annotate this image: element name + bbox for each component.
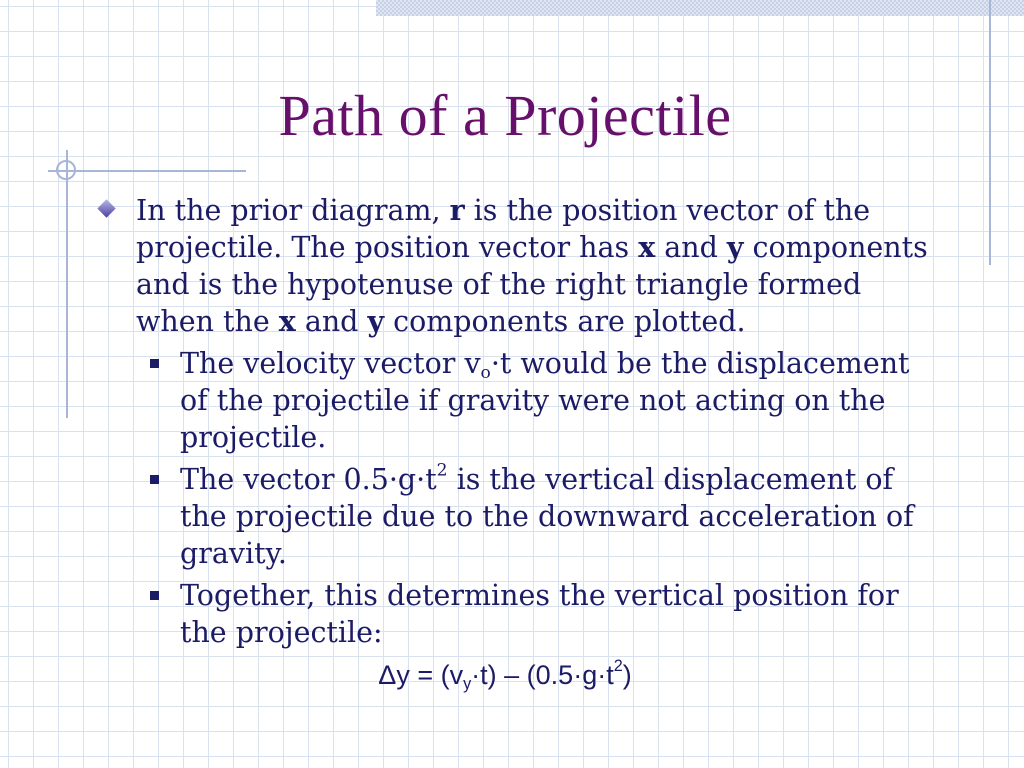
- eq-subscript: y: [463, 674, 472, 693]
- subscript: o: [480, 363, 491, 384]
- corner-circle-mark: [54, 158, 78, 182]
- text: The vector 0.5·g·t: [180, 463, 437, 496]
- square-bullet-icon: [150, 359, 159, 368]
- text: ·t would be the displacement of the projectile if gravity were not acting on the projectile.: [180, 347, 910, 454]
- bold-x: x: [638, 230, 656, 264]
- text: and: [655, 231, 727, 264]
- diamond-bullet-icon: [97, 199, 115, 217]
- text: is the vertical displacement of the projectile due to the downward acceleration of gravity.: [180, 463, 914, 570]
- slide-title: Path of a Projectile: [278, 83, 732, 148]
- left-vertical-rule: [66, 150, 68, 418]
- text: Together, this determines the vertical position for the projectile:: [180, 579, 899, 649]
- text: The velocity vector v: [180, 347, 481, 380]
- top-decorative-band: [376, 0, 1024, 16]
- text: and: [295, 305, 368, 338]
- bold-y: y: [726, 230, 744, 264]
- main-bullet: [98, 192, 928, 340]
- square-bullet-icon: [150, 591, 159, 600]
- sub-bullet-together: [180, 577, 928, 651]
- sub-bullet-gravity: [180, 461, 928, 572]
- equation: [180, 657, 830, 694]
- text: is the position vector of the projectile. The position vector has: [136, 194, 871, 264]
- text: components and is the hypotenuse of the right triangle formed when the: [136, 231, 928, 338]
- text: components are plotted.: [384, 305, 746, 338]
- sub-bullet-velocity: [180, 345, 928, 456]
- slide-body: [98, 192, 928, 694]
- bold-y: y: [367, 304, 385, 338]
- eq-part: ·t) – (0.5·g·t: [471, 660, 614, 690]
- eq-superscript: 2: [613, 657, 623, 676]
- eq-part: Δy = (v: [378, 660, 464, 690]
- eq-part: ): [622, 660, 632, 690]
- bold-r: r: [449, 193, 465, 227]
- bold-x: x: [278, 304, 296, 338]
- text: In the prior diagram,: [136, 194, 450, 227]
- square-bullet-icon: [150, 475, 159, 484]
- superscript: 2: [436, 460, 448, 481]
